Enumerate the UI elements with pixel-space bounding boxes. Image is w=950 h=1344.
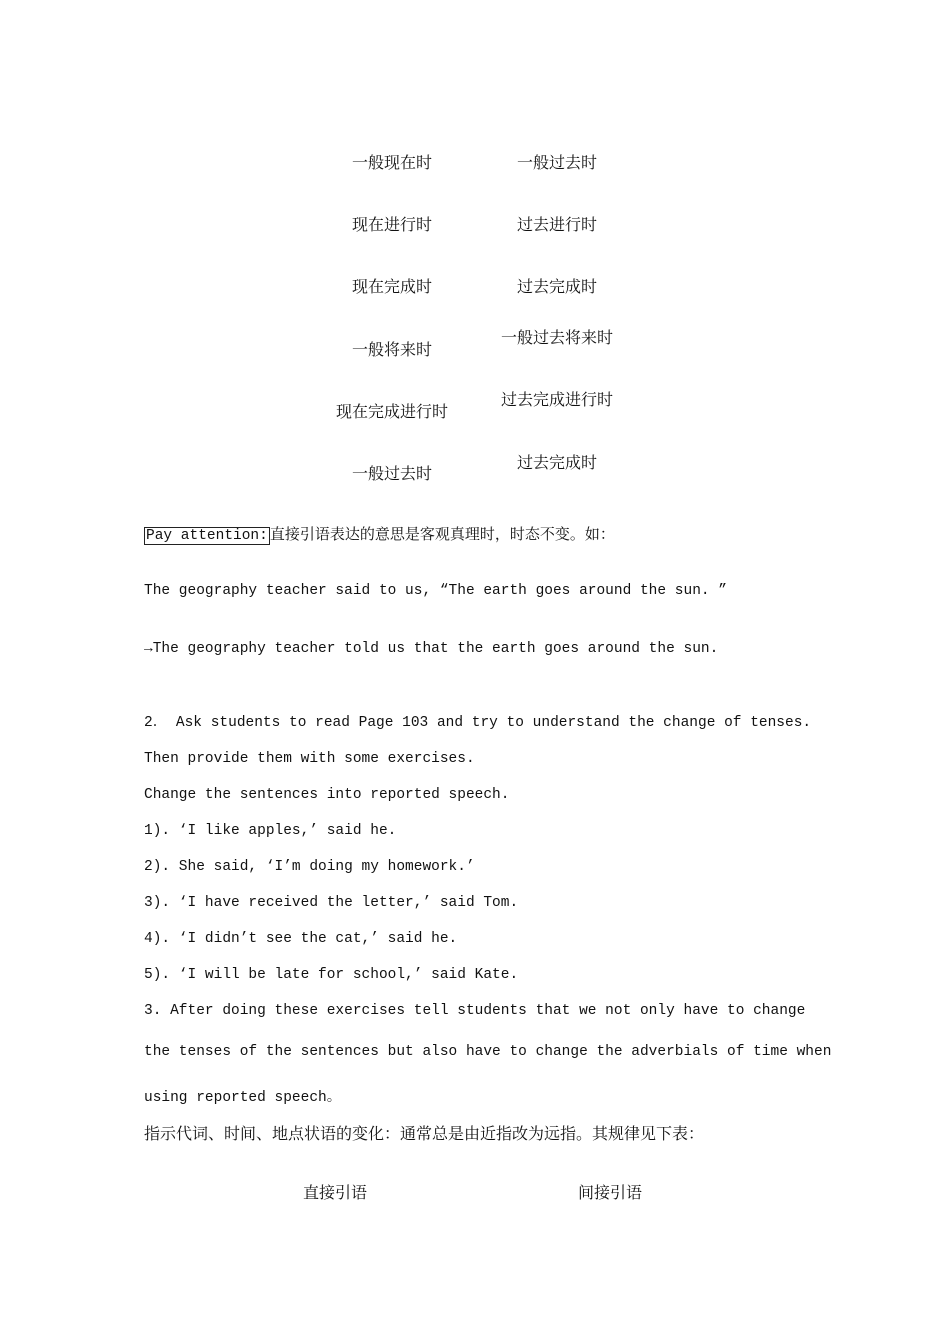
header-direct-speech: 直接引语 [302, 1183, 367, 1202]
exercise-item-5: 5). ‘I will be late for school,’ said Kate. [144, 967, 519, 983]
tense-reported-3: 过去完成时 [516, 277, 597, 296]
tense-reported-1: 一般过去时 [516, 153, 597, 172]
header-indirect-speech: 间接引语 [577, 1183, 642, 1202]
step3-line1: 3. After doing these exercises tell students that we not only have to change [144, 1003, 806, 1019]
step3-line2: the tenses of the sentences but also have to change the adverbials of time when [144, 1044, 832, 1060]
exercise-item-2: 2). She said, ‘I’m doing my homework.’ [144, 859, 475, 875]
step2-line2: Then provide them with some exercises. [144, 751, 475, 767]
exercise-item-4: 4). ‘I didn’t see the cat,’ said he. [144, 931, 458, 947]
step3-line3: using reported speech。 [144, 1090, 342, 1106]
example-reported: →The geography teacher told us that the earth goes around the sun. [144, 641, 719, 657]
attention-text: 直接引语表达的意思是客观真理时，时态不变。如： [269, 525, 615, 543]
attention-line [144, 523, 615, 544]
exercise-item-1: 1). ‘I like apples,’ said he. [144, 823, 397, 839]
tense-direct-4: 一般将来时 [351, 340, 432, 359]
tense-direct-1: 一般现在时 [351, 153, 432, 172]
tense-direct-3: 现在完成时 [351, 277, 432, 296]
tense-direct-2: 现在进行时 [351, 215, 432, 234]
tense-reported-4: 一般过去将来时 [500, 328, 613, 347]
tense-reported-5: 过去完成进行时 [500, 390, 613, 409]
tense-reported-6: 过去完成时 [516, 453, 597, 472]
exercise-item-3: 3). ‘I have received the letter,’ said Tom. [144, 895, 519, 911]
example-direct: The geography teacher said to us, “The earth goes around the sun. ” [144, 583, 727, 599]
tense-direct-6: 一般过去时 [351, 464, 432, 483]
step2-line1: 2． Ask students to read Page 103 and try to understand the change of tenses. [144, 715, 812, 731]
tense-reported-2: 过去进行时 [516, 215, 597, 234]
tense-direct-5: 现在完成进行时 [335, 402, 448, 421]
exercise-instruction: Change the sentences into reported speech. [144, 787, 510, 803]
demonstratives-note: 指示代词、时间、地点状语的变化：通常总是由近指改为远指。其规律见下表： [144, 1124, 705, 1143]
attention-label: Pay attention: [146, 528, 268, 544]
